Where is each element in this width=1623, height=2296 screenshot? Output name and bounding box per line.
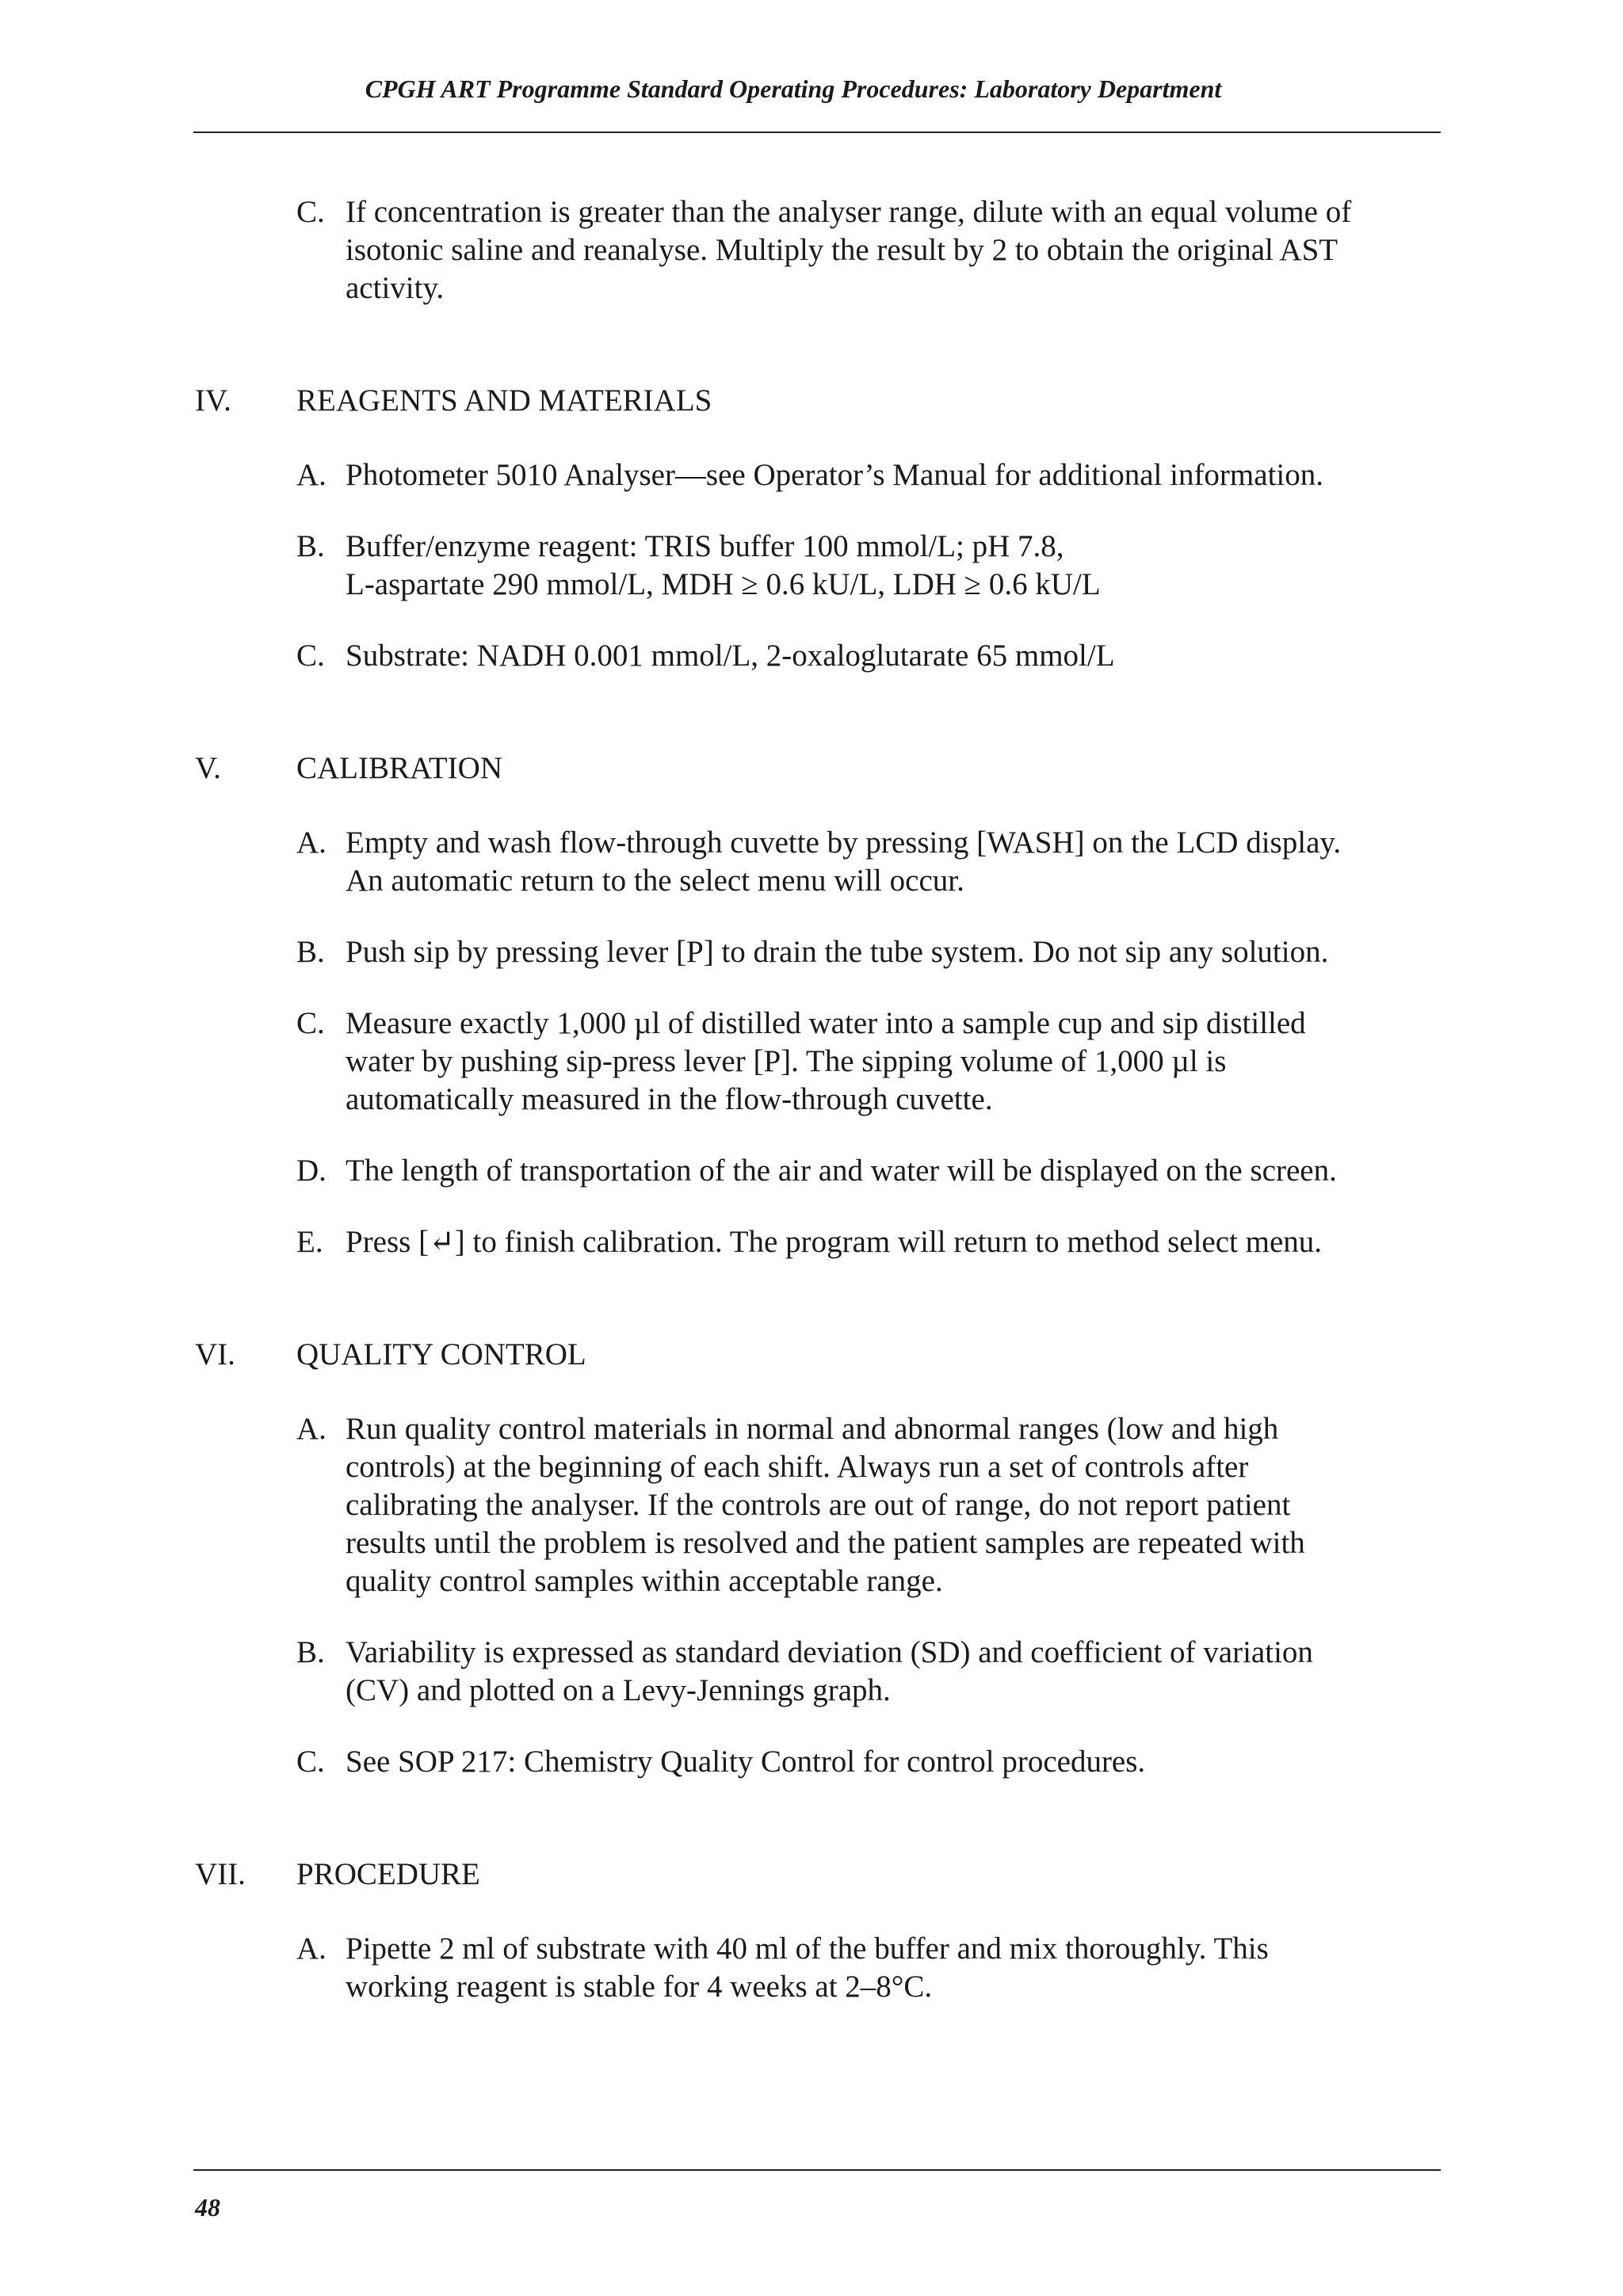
item-text	[346, 1634, 1431, 1710]
list-item	[195, 1223, 1431, 1261]
list-item	[195, 637, 1431, 675]
item-text	[346, 1152, 1431, 1190]
item-line: automatically measured in the flow-through cuvette.	[346, 1082, 993, 1116]
item-line: Pipette 2 ml of substrate with 40 ml of the buffer and mix thoroughly. This	[346, 1932, 1269, 1966]
section-heading-quality-control	[195, 1336, 1431, 1374]
section-title: PROCEDURE	[296, 1857, 480, 1891]
item-line: Measure exactly 1,000 µl of distilled water into a sample cup and sip distilled	[346, 1006, 1306, 1040]
item-marker: E.	[296, 1225, 323, 1259]
item-line: isotonic saline and reanalyse. Multiply the result by 2 to obtain the original AST	[346, 233, 1338, 267]
item-marker: C.	[296, 639, 325, 673]
item-marker: A.	[296, 1412, 327, 1446]
list-item	[195, 1005, 1431, 1119]
item-text	[346, 824, 1431, 900]
item-marker: A.	[296, 1932, 327, 1966]
item-line: water by pushing sip-press lever [P]. The sipping volume of 1,000 µl is	[346, 1044, 1227, 1078]
item-text	[346, 637, 1431, 675]
item-line: (CV) and plotted on a Levy-Jennings graph.	[346, 1673, 891, 1707]
item-marker: C.	[296, 1745, 325, 1779]
page-number: 48	[195, 2193, 220, 2222]
footer-rule	[193, 2169, 1441, 2171]
item-text	[346, 193, 1431, 307]
list-item	[195, 1152, 1431, 1190]
item-line: Substrate: NADH 0.001 mmol/L, 2-oxaloglutarate 65 mmol/L	[346, 639, 1115, 673]
item-line: calibrating the analyser. If the controls are out of range, do not report patient	[346, 1488, 1291, 1522]
document-body	[195, 193, 1431, 2039]
item-marker: A.	[296, 826, 327, 860]
item-line: L-aspartate 290 mmol/L, MDH ≥ 0.6 kU/L, LDH ≥ 0.6 kU/L	[346, 567, 1101, 601]
item-line: The length of transportation of the air and water will be displayed on the screen.	[346, 1154, 1337, 1188]
item-line: Push sip by pressing lever [P] to drain the tube system. Do not sip any solution.	[346, 935, 1329, 969]
section-title: QUALITY CONTROL	[296, 1337, 586, 1371]
list-item	[195, 1410, 1431, 1600]
item-line: Variability is expressed as standard deviation (SD) and coefficient of variation	[346, 1635, 1313, 1669]
item-line: activity.	[346, 271, 445, 305]
item-line: If concentration is greater than the analyser range, dilute with an equal volume of	[346, 195, 1352, 229]
section-number: V.	[195, 751, 221, 785]
item-line: results until the problem is resolved and the patient samples are repeated with	[346, 1526, 1305, 1560]
item-marker: A.	[296, 458, 327, 492]
item-text	[346, 933, 1431, 971]
item-marker: B.	[296, 1635, 325, 1669]
section-heading-reagents	[195, 382, 1431, 420]
list-item	[195, 193, 1431, 307]
running-header-title: CPGH ART Programme Standard Operating Procedures: Laboratory Department	[365, 74, 1222, 103]
item-line: Buffer/enzyme reagent: TRIS buffer 100 mmol/L; pH 7.8,	[346, 529, 1064, 563]
list-item	[195, 1634, 1431, 1710]
list-item	[195, 528, 1431, 604]
page-header	[195, 65, 1439, 113]
section-title: REAGENTS AND MATERIALS	[296, 383, 712, 418]
item-line: An automatic return to the select menu will occur.	[346, 864, 964, 898]
section-heading-procedure	[195, 1855, 1431, 1894]
list-item	[195, 933, 1431, 971]
item-marker: B.	[296, 529, 325, 563]
list-item	[195, 1743, 1431, 1781]
item-line: Empty and wash flow-through cuvette by pressing [WASH] on the LCD display.	[346, 826, 1342, 860]
item-line: Photometer 5010 Analyser—see Operator’s Manual for additional information.	[346, 458, 1323, 492]
section-number: VI.	[195, 1337, 235, 1371]
item-line: Press [↵] to finish calibration. The program will return to method select menu.	[346, 1225, 1323, 1259]
item-marker: B.	[296, 935, 325, 969]
item-text	[346, 456, 1431, 494]
item-line: controls) at the beginning of each shift. Always run a set of controls after	[346, 1450, 1249, 1484]
item-marker: C.	[296, 1006, 325, 1040]
list-item	[195, 456, 1431, 494]
section-heading-calibration	[195, 749, 1431, 788]
item-text	[346, 1743, 1431, 1781]
item-text	[346, 1410, 1431, 1600]
item-line: quality control samples within acceptable range.	[346, 1564, 943, 1598]
section-number: VII.	[195, 1857, 246, 1891]
item-text	[346, 528, 1431, 604]
list-item	[195, 824, 1431, 900]
item-marker: D.	[296, 1154, 327, 1188]
item-line: Run quality control materials in normal and abnormal ranges (low and high	[346, 1412, 1279, 1446]
section-number: IV.	[195, 383, 231, 418]
list-item	[195, 1930, 1431, 2006]
item-line: working reagent is stable for 4 weeks at 2–8°C.	[346, 1970, 933, 2004]
item-line: See SOP 217: Chemistry Quality Control for control procedures.	[346, 1745, 1146, 1779]
section-title: CALIBRATION	[296, 751, 502, 785]
item-text	[346, 1005, 1431, 1119]
item-text	[346, 1930, 1431, 2006]
item-text	[346, 1223, 1431, 1261]
item-marker: C.	[296, 195, 325, 229]
header-rule	[193, 132, 1441, 133]
